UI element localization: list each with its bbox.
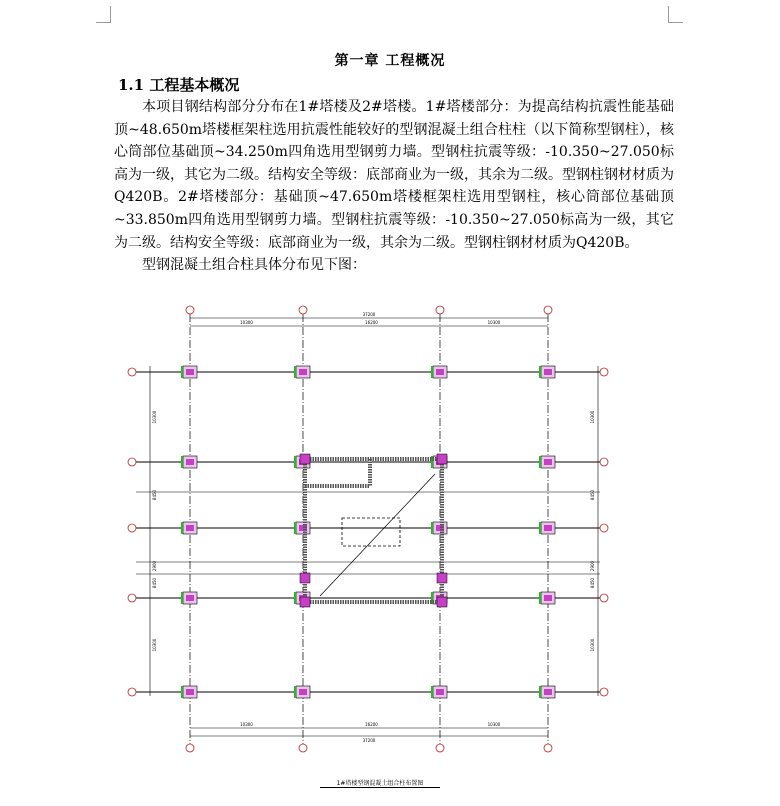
column-rebar-mark — [294, 456, 296, 468]
column-layout-drawing — [120, 296, 620, 791]
column-rebar-mark — [294, 366, 296, 378]
dim-left-5: 10300 — [152, 638, 157, 652]
steel-section — [186, 595, 194, 601]
page-corner-mark-top-right — [668, 6, 683, 23]
page-corner-mark-top-left — [96, 6, 111, 23]
dim-top-span-1: 10300 — [240, 320, 253, 325]
axis-bubble-bottom — [299, 744, 307, 752]
core-steel-wall-section — [437, 573, 447, 583]
core-steel-wall-section — [437, 454, 447, 464]
core-steel-wall-section — [300, 573, 310, 583]
chapter-title: 第一章 工程概况 — [334, 53, 446, 69]
column-rebar-mark — [181, 456, 183, 468]
dim-bottom-overall: 37200 — [362, 738, 376, 743]
dim-right-1: 10300 — [590, 410, 595, 424]
steel-section — [299, 689, 307, 695]
steel-section — [436, 369, 444, 375]
core-steel-wall-section — [300, 597, 310, 607]
body-text — [114, 96, 674, 277]
column-rebar-mark — [539, 522, 541, 534]
column-rebar-mark — [539, 456, 541, 468]
steel-section — [544, 595, 552, 601]
dim-top-span-2: 16200 — [365, 320, 378, 325]
axis-bubble-right — [600, 688, 608, 696]
dim-right-3: 2900 — [590, 560, 595, 572]
column-rebar-mark — [431, 686, 433, 698]
axis-bubble-left — [128, 524, 136, 532]
paragraph-2: 型钢混凝土组合柱具体分布见下图： — [142, 257, 366, 274]
axis-bubble-left — [128, 368, 136, 376]
column-rebar-mark — [294, 592, 296, 604]
steel-section — [436, 689, 444, 695]
dim-bottom-span-2: 16200 — [365, 722, 378, 727]
column-rebar-mark — [181, 686, 183, 698]
dim-right-2: 8450 — [590, 489, 595, 501]
axis-bubble-top — [544, 306, 552, 314]
core-steel-wall-section — [300, 454, 310, 464]
column-rebar-mark — [539, 686, 541, 698]
column-rebar-mark — [294, 522, 296, 534]
column-rebar-mark — [431, 522, 433, 534]
dim-bottom-span-3: 10300 — [487, 722, 501, 727]
axis-bubble-left — [128, 688, 136, 696]
column-rebar-mark — [181, 592, 183, 604]
axis-bubble-right — [600, 524, 608, 532]
dim-right-5: 10300 — [590, 638, 595, 652]
dim-top-overall: 37200 — [362, 312, 376, 317]
axis-bubble-top — [299, 306, 307, 314]
steel-section — [544, 689, 552, 695]
steel-section — [299, 369, 307, 375]
axis-bubble-bottom — [544, 744, 552, 752]
steel-section — [544, 459, 552, 465]
column-rebar-mark — [294, 686, 296, 698]
dim-left-2: 8450 — [152, 489, 157, 501]
axis-bubble-top — [436, 306, 444, 314]
steel-section — [186, 369, 194, 375]
axis-bubble-right — [600, 458, 608, 466]
column-rebar-mark — [539, 592, 541, 604]
dim-top-span-3: 10300 — [487, 320, 501, 325]
axis-bubble-right — [600, 368, 608, 376]
steel-section — [186, 525, 194, 531]
axis-bubble-left — [128, 594, 136, 602]
axis-bubble-bottom — [186, 744, 194, 752]
dim-right-4: 8450 — [590, 577, 595, 589]
steel-section — [186, 459, 194, 465]
axis-bubble-right — [600, 594, 608, 602]
steel-section — [544, 369, 552, 375]
dim-left-3: 2900 — [152, 560, 157, 572]
paragraph-1: 本项目钢结构部分分布在1#塔楼及2#塔楼。1#塔楼部分：为提高结构抗震性能基础顶~48.650m塔楼框架柱选用抗震性能较好的型钢混凝土组合柱柱（以下简称型钢柱），核心筒部位基础顶~34.250m四角选用型钢剪力墙。型钢柱抗震等级：-10.350~27.050标高为一级，其它为二级。结构安全等级：底部商业为一级，其余为二级。型钢柱钢材材质为Q420B。2#塔楼部分：基础顶~47.650m塔楼框架柱选用型钢柱，核心筒部位基础顶~33.850m四角选用型钢剪力墙。型钢柱抗震等级：-10.350~27.050标高为一级，其它为二级。结构安全等级：底部商业为一级，其余为二级。型钢柱钢材材质为Q420B。 — [114, 99, 674, 251]
column-rebar-mark — [181, 522, 183, 534]
dim-bottom-span-1: 10300 — [240, 722, 253, 727]
column-rebar-mark — [431, 366, 433, 378]
dim-left-4: 8450 — [152, 577, 157, 589]
axis-bubble-left — [128, 458, 136, 466]
section-title: 1.1 工程基本概况 — [118, 76, 240, 94]
dim-left-1: 10300 — [152, 410, 157, 424]
axis-bubble-bottom — [436, 744, 444, 752]
column-rebar-mark — [539, 366, 541, 378]
core-steel-wall-section — [437, 597, 447, 607]
steel-section — [544, 525, 552, 531]
steel-section — [186, 689, 194, 695]
figure-caption: 1#塔楼型钢混凝土组合柱布置图 — [320, 778, 440, 788]
column-rebar-mark — [181, 366, 183, 378]
axis-bubble-top — [186, 306, 194, 314]
